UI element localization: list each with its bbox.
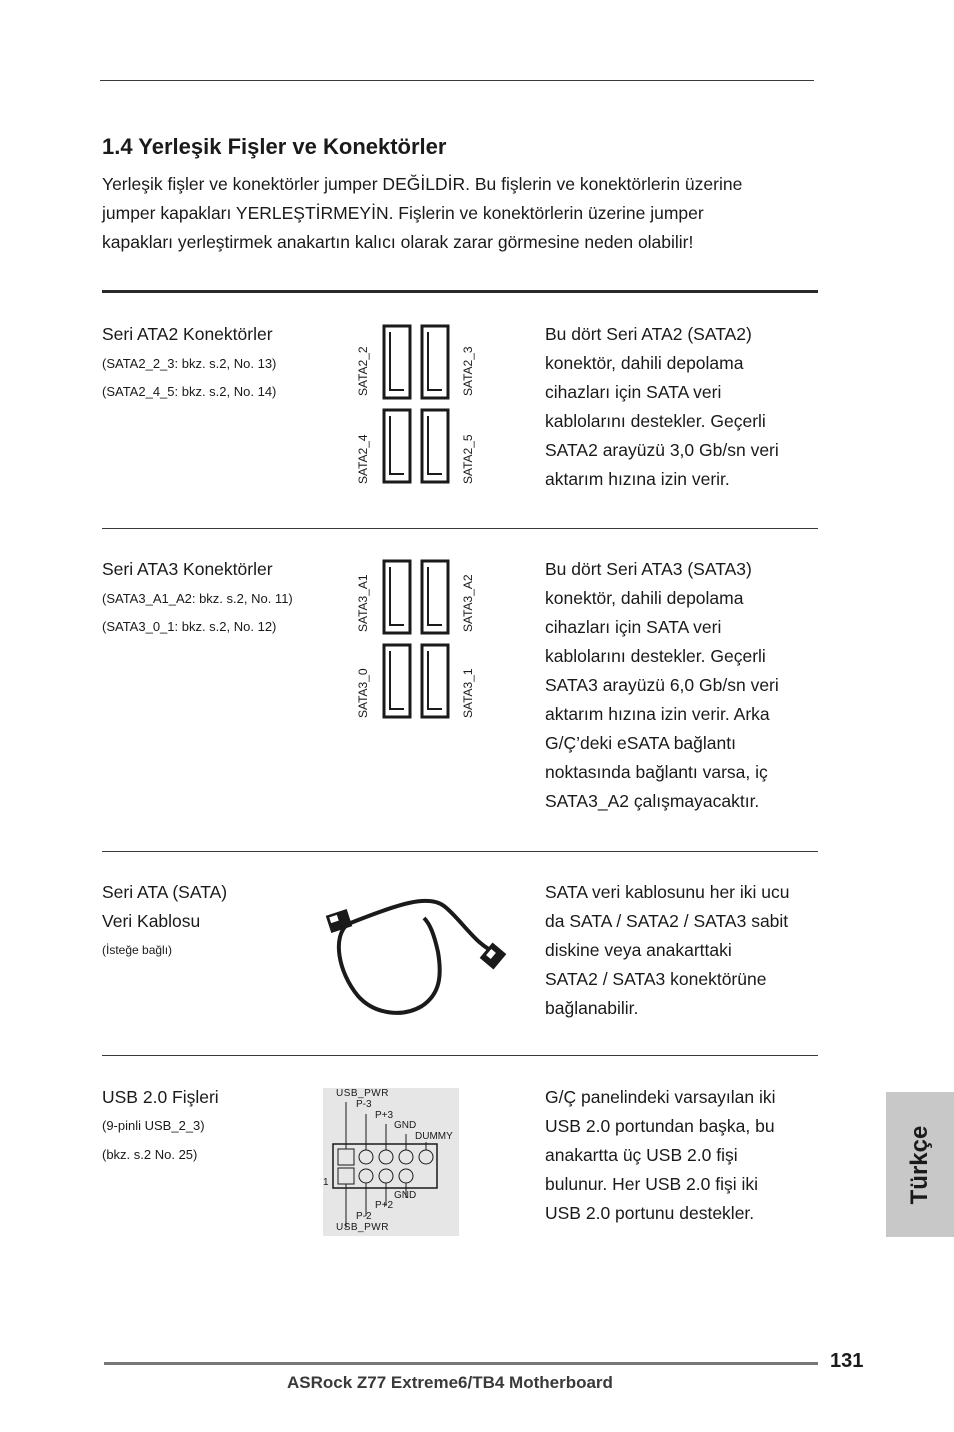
desc-line: G/Ç panelindeki varsayılan iki — [545, 1087, 776, 1107]
sata-port-icon — [422, 410, 448, 482]
footer-title: ASRock Z77 Extreme6/TB4 Motherboard — [287, 1373, 613, 1392]
pin-label: P+2 — [375, 1200, 394, 1211]
port-label: SATA2_2 — [356, 346, 370, 396]
sata3-ref: (SATA3_0_1: bkz. s.2, No. 12) — [102, 619, 277, 634]
desc-line: kablolarını destekler. Geçerli — [545, 646, 766, 666]
sata3-ref: (SATA3_A1_A2: bkz. s.2, No. 11) — [102, 591, 293, 606]
sata2-description — [545, 320, 825, 494]
pin-label: USB_PWR — [336, 1222, 389, 1233]
desc-line: noktasında bağlantı varsa, iç — [545, 762, 768, 782]
desc-line: SATA3 arayüzü 6,0 Gb/sn veri — [545, 675, 779, 695]
top-rule — [100, 80, 814, 81]
pin-label: USB_PWR — [336, 1088, 389, 1099]
pin-label: P-3 — [356, 1099, 372, 1110]
section-title: 1.4 Yerleşik Fişler ve Konektörler — [102, 134, 447, 159]
item-divider — [102, 851, 818, 852]
desc-line: bağlanabilir. — [545, 998, 639, 1018]
desc-line: G/Ç’deki eSATA bağlantı — [545, 733, 736, 753]
desc-line: cihazları için SATA veri — [545, 617, 722, 637]
desc-line: SATA veri kablosunu her iki ucu — [545, 882, 790, 902]
sata-port-icon — [384, 410, 410, 482]
sata-port-icon — [384, 645, 410, 717]
section-divider — [102, 290, 818, 293]
pin-label: 1 — [323, 1177, 329, 1188]
desc-line: bulunur. Her USB 2.0 fişi iki — [545, 1174, 759, 1194]
intro-line: jumper kapakları YERLEŞTİRMEYİN. Fişlerin ve konektörlerin üzerine jumper — [102, 203, 704, 223]
pin-label: GND — [394, 1120, 417, 1131]
sata-cable-description — [545, 878, 825, 1023]
desc-line: konektör, dahili depolama — [545, 588, 744, 608]
intro-paragraph — [102, 170, 818, 257]
footer-rule — [104, 1362, 818, 1365]
intro-line: Yerleşik fişler ve konektörler jumper DEĞİLDİR. Bu fişlerin ve konektörlerin üzerine — [102, 174, 743, 194]
port-label: SATA2_5 — [461, 434, 475, 484]
pin-label: P-2 — [356, 1211, 372, 1222]
desc-line: cihazları için SATA veri — [545, 382, 722, 402]
desc-line: SATA2 arayüzü 3,0 Gb/sn veri — [545, 440, 779, 460]
sata-cable-label: Seri ATA (SATA) — [102, 882, 228, 902]
intro-line: kapakları yerleştirmek anakartın kalıcı olarak zarar görmesine neden olabilir! — [102, 232, 694, 252]
sata3-description — [545, 555, 825, 816]
desc-line: anakartta üç USB 2.0 fişi — [545, 1145, 738, 1165]
sata-cable-note: (İsteğe bağlı) — [102, 943, 173, 957]
port-label: SATA3_1 — [461, 668, 475, 718]
language-tab-label: Türkçe — [906, 1125, 933, 1204]
desc-line: Bu dört Seri ATA3 (SATA3) — [545, 559, 752, 579]
desc-line: konektör, dahili depolama — [545, 353, 744, 373]
sata2-label: Seri ATA2 Konektörler — [102, 324, 273, 344]
pin-label: GND — [394, 1190, 417, 1201]
port-label: SATA3_0 — [356, 668, 370, 718]
sata2-ref: (SATA2_2_3: bkz. s.2, No. 13) — [102, 356, 277, 371]
sata-cable-illustration — [318, 896, 518, 1020]
port-label: SATA2_3 — [461, 346, 475, 396]
sata-port-icon — [422, 326, 448, 398]
desc-line: USB 2.0 portunu destekler. — [545, 1203, 755, 1223]
sata-cable-label: Veri Kablosu — [102, 911, 201, 931]
desc-line: diskine veya anakarttaki — [545, 940, 732, 960]
usb-header-diagram — [323, 1088, 459, 1236]
port-label: SATA2_4 — [356, 434, 370, 484]
port-label: SATA3_A2 — [461, 574, 475, 632]
sata-port-icon — [422, 561, 448, 633]
desc-line: Bu dört Seri ATA2 (SATA2) — [545, 324, 752, 344]
usb-description — [545, 1083, 825, 1228]
pin-label: DUMMY — [415, 1131, 453, 1142]
sata-port-icon — [422, 645, 448, 717]
desc-line: aktarım hızına izin verir. Arka — [545, 704, 770, 724]
usb-ref: (9-pinli USB_2_3) — [102, 1118, 205, 1133]
page-number: 131 — [830, 1350, 864, 1372]
desc-line: SATA2 / SATA3 konektörüne — [545, 969, 767, 989]
sata2-ref: (SATA2_4_5: bkz. s.2, No. 14) — [102, 384, 277, 399]
desc-line: USB 2.0 portundan başka, bu — [545, 1116, 775, 1136]
sata3-label: Seri ATA3 Konektörler — [102, 559, 273, 579]
usb-label: USB 2.0 Fişleri — [102, 1087, 219, 1107]
port-label: SATA3_A1 — [356, 574, 370, 632]
sata3-connector-diagram — [380, 557, 452, 721]
desc-line: kablolarını destekler. Geçerli — [545, 411, 766, 431]
desc-line: aktarım hızına izin verir. — [545, 469, 730, 489]
pin-label: P+3 — [375, 1110, 394, 1121]
sata-port-icon — [384, 326, 410, 398]
item-divider — [102, 1055, 818, 1056]
desc-line: SATA3_A2 çalışmayacaktır. — [545, 791, 760, 811]
item-divider — [102, 528, 818, 529]
sata-plug-icon — [326, 909, 352, 933]
sata-port-icon — [384, 561, 410, 633]
usb-ref: (bkz. s.2 No. 25) — [102, 1147, 198, 1162]
sata2-connector-diagram — [380, 322, 452, 486]
language-tab — [886, 1092, 954, 1237]
desc-line: da SATA / SATA2 / SATA3 sabit — [545, 911, 789, 931]
